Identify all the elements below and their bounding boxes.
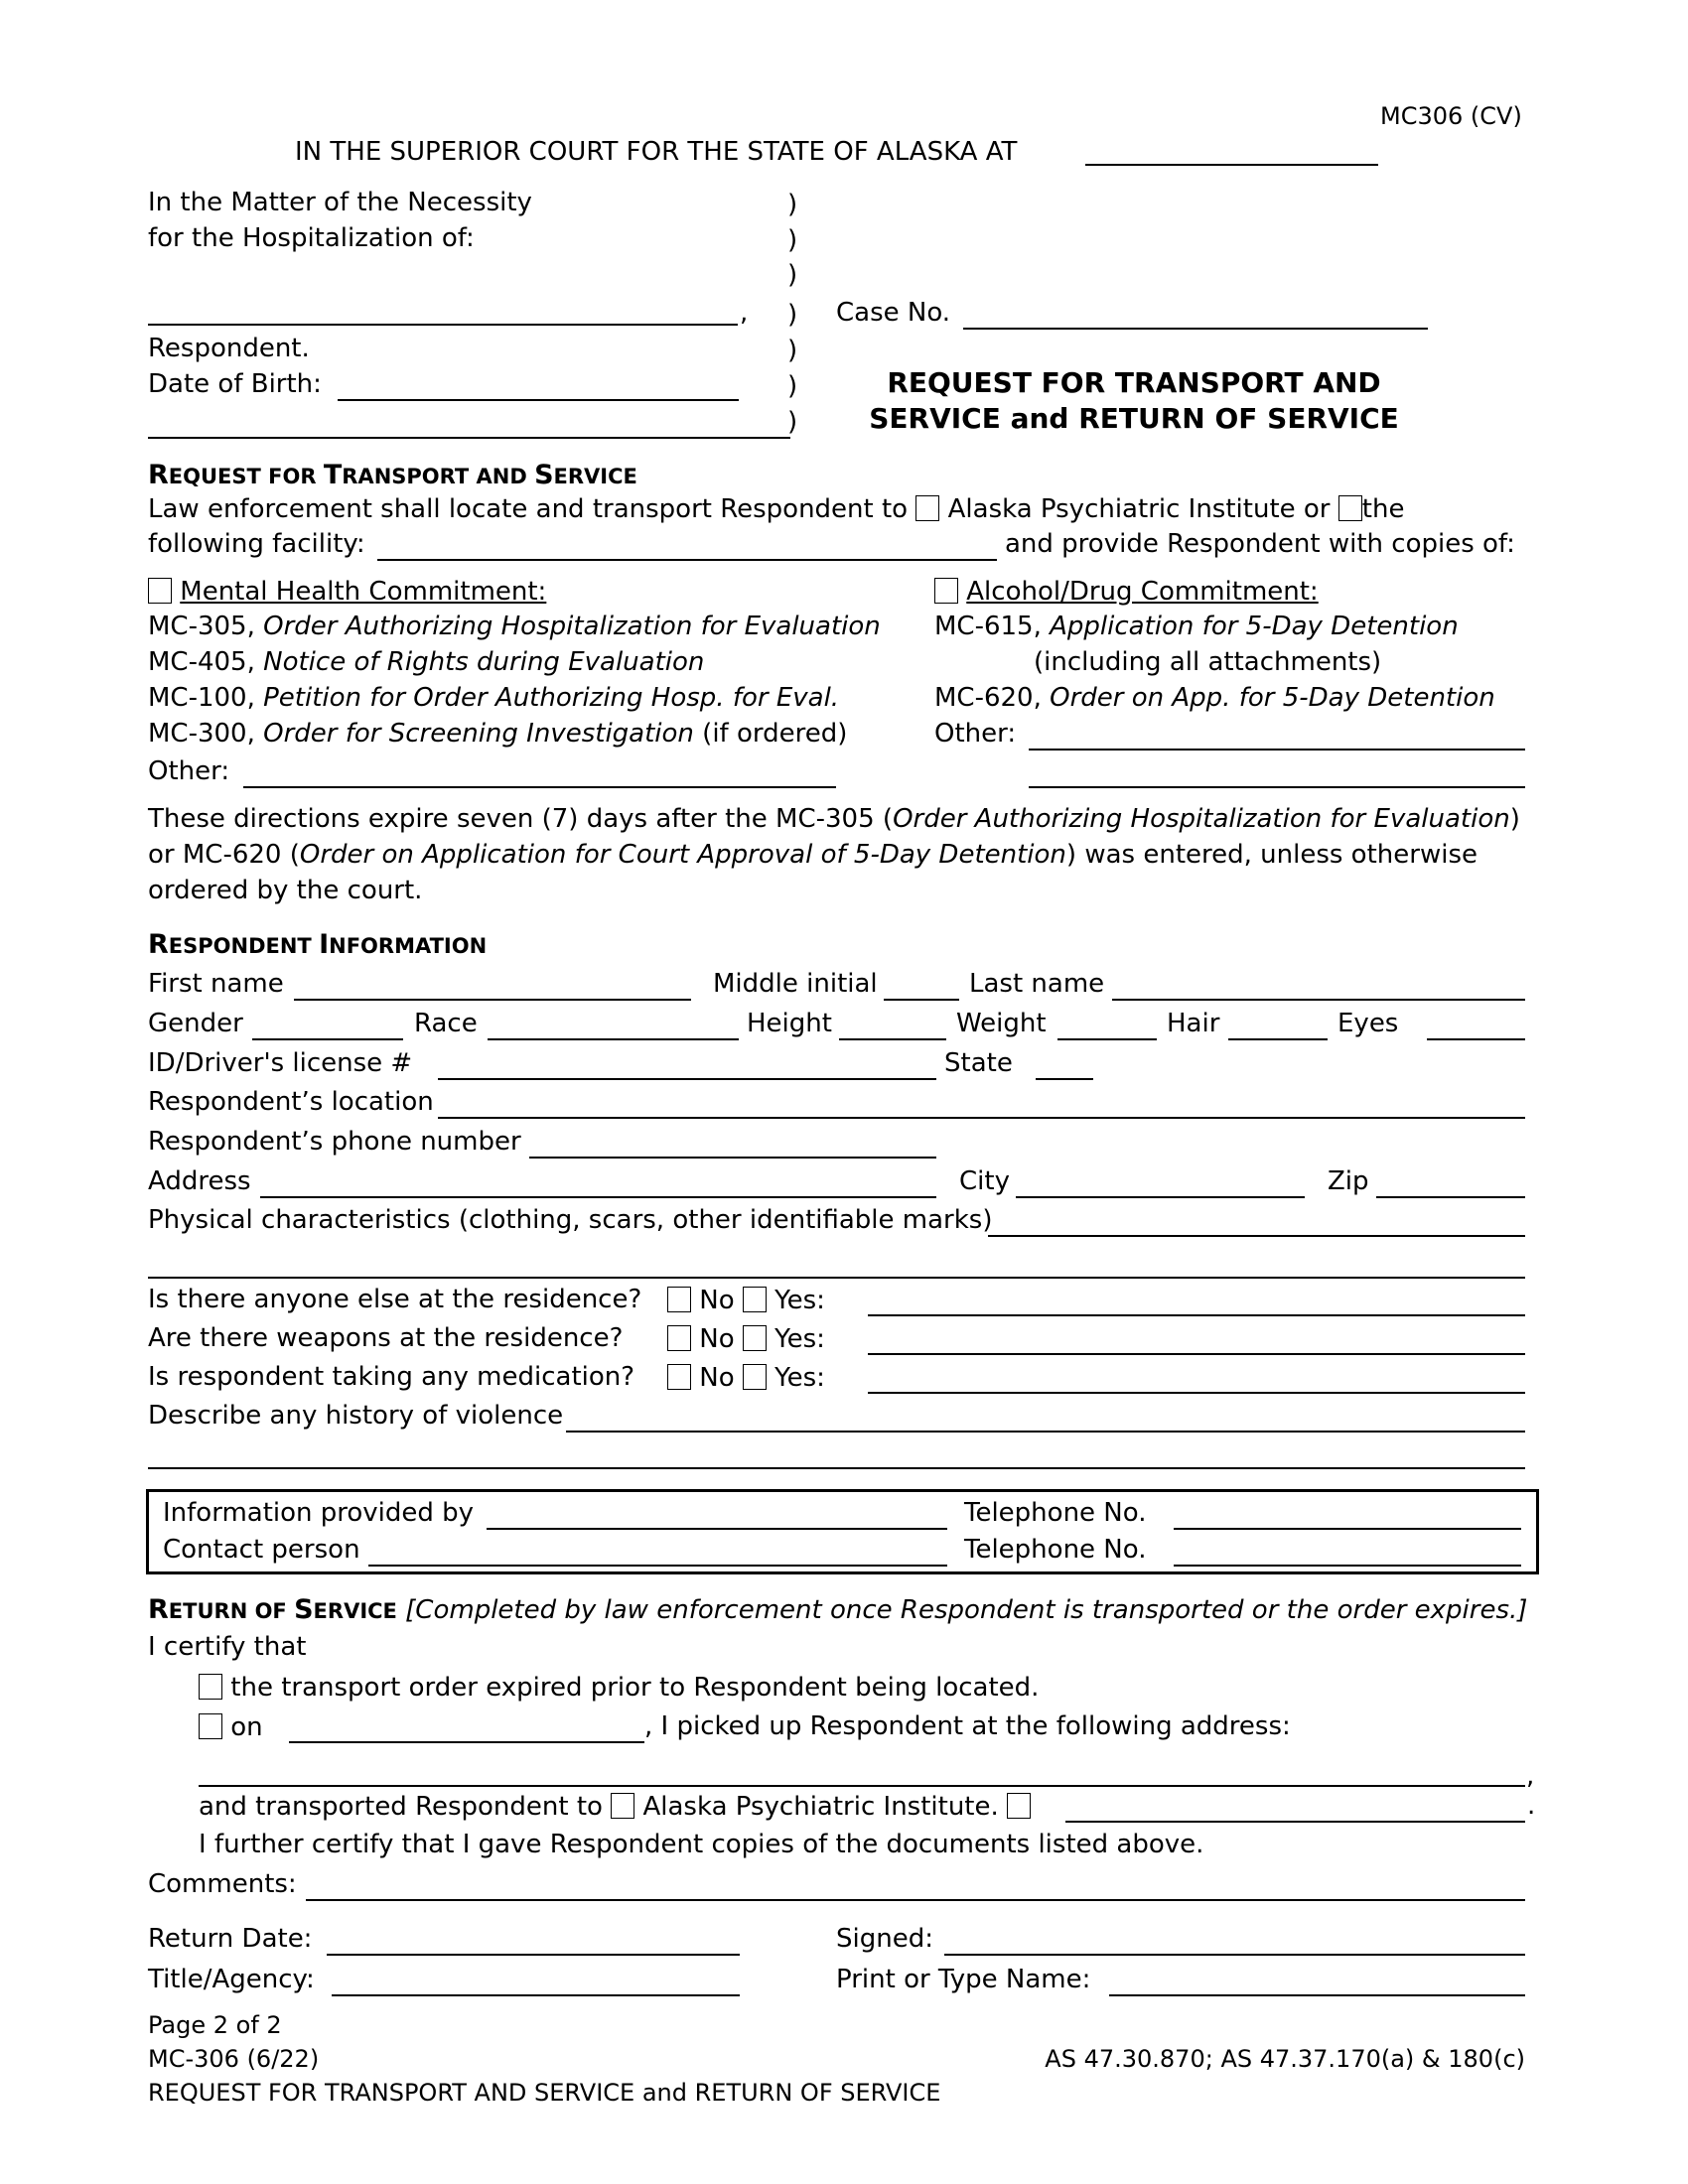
alcohol-drug-other-field-2[interactable] bbox=[1029, 760, 1525, 788]
alcohol-drug-item: MC-620, Order on App. for 5-Day Detention bbox=[934, 683, 1495, 713]
no-label: No bbox=[699, 1324, 735, 1354]
caption-paren: ) bbox=[787, 336, 798, 365]
question-answers bbox=[667, 1325, 825, 1352]
last-name-field[interactable] bbox=[1112, 973, 1525, 1001]
document-title-line2: SERVICE and RETURN OF SERVICE bbox=[869, 402, 1399, 435]
respondent-name-comma: , bbox=[740, 298, 749, 328]
picked-up-option bbox=[199, 1713, 263, 1740]
caption-paren: ) bbox=[787, 225, 798, 255]
caption-paren: ) bbox=[787, 300, 798, 330]
yes-checkbox[interactable] bbox=[743, 1325, 767, 1351]
api-checkbox[interactable] bbox=[915, 495, 939, 521]
yes-details-field[interactable] bbox=[868, 1366, 1525, 1394]
caption-paren: ) bbox=[787, 407, 798, 437]
print-name-field[interactable] bbox=[1109, 1969, 1525, 1996]
contact-person-label: Contact person bbox=[163, 1535, 360, 1565]
hair-field[interactable] bbox=[1228, 1013, 1328, 1040]
statute-reference: AS 47.30.870; AS 47.37.170(a) & 180(c) bbox=[1045, 2045, 1525, 2073]
return-section-heading: RETURN OF SERVICE [Completed by law enforcement once Respondent is transported or the order expires.] bbox=[148, 1594, 1528, 1625]
dob-field[interactable] bbox=[338, 373, 739, 401]
respondent-info-heading: RESPONDENT INFORMATION bbox=[148, 929, 488, 960]
yes-label: Yes: bbox=[774, 1286, 825, 1315]
footer-form-title: REQUEST FOR TRANSPORT AND SERVICE and RETURN OF SERVICE bbox=[148, 2079, 941, 2107]
api-return-checkbox[interactable] bbox=[611, 1793, 634, 1819]
other-facility-return-checkbox[interactable] bbox=[1007, 1793, 1031, 1819]
request-section-heading: REQUEST FOR TRANSPORT AND SERVICE bbox=[148, 460, 637, 490]
facility-label: following facility: bbox=[148, 529, 365, 559]
pickup-address-field[interactable] bbox=[199, 1759, 1525, 1787]
mental-health-header bbox=[148, 578, 546, 605]
yes-label: Yes: bbox=[774, 1363, 825, 1393]
form-code: MC306 (CV) bbox=[1380, 102, 1522, 130]
id-license-field[interactable] bbox=[438, 1052, 936, 1080]
weight-field[interactable] bbox=[1057, 1013, 1157, 1040]
question-text: Is there anyone else at the residence? bbox=[148, 1285, 642, 1314]
mental-health-checkbox[interactable] bbox=[148, 578, 172, 604]
api-return-label: Alaska Psychiatric Institute. bbox=[642, 1792, 999, 1822]
mental-health-item: MC-100, Petition for Order Authorizing Hosp. for Eval. bbox=[148, 683, 840, 713]
print-name-label: Print or Type Name: bbox=[836, 1965, 1091, 1994]
mental-health-item: MC-305, Order Authorizing Hospitalization for Evaluation bbox=[148, 612, 881, 641]
title-agency-label: Title/Agency: bbox=[148, 1965, 315, 1994]
mental-health-heading: Mental Health Commitment: bbox=[180, 577, 547, 607]
yes-checkbox[interactable] bbox=[743, 1364, 767, 1390]
no-label: No bbox=[699, 1286, 735, 1315]
expired-checkbox[interactable] bbox=[199, 1674, 222, 1700]
request-line-1 bbox=[148, 495, 1404, 522]
yes-details-field[interactable] bbox=[868, 1327, 1525, 1355]
first-name-label: First name bbox=[148, 969, 284, 999]
yes-checkbox[interactable] bbox=[743, 1287, 767, 1312]
telephone-field[interactable] bbox=[1174, 1502, 1521, 1530]
page-number: Page 2 of 2 bbox=[148, 2011, 282, 2039]
eyes-field[interactable] bbox=[1427, 1013, 1525, 1040]
mental-health-item: MC-405, Notice of Rights during Evaluation bbox=[148, 647, 705, 677]
no-checkbox[interactable] bbox=[667, 1325, 691, 1351]
transported-period: . bbox=[1527, 1791, 1536, 1821]
id-license-label: ID/Driver's license # bbox=[148, 1048, 413, 1078]
respondent-name-field[interactable] bbox=[148, 298, 738, 326]
matter-line-1: In the Matter of the Necessity bbox=[148, 188, 532, 217]
telephone-label: Telephone No. bbox=[964, 1498, 1147, 1528]
caption-paren: ) bbox=[787, 260, 798, 290]
facility-field[interactable] bbox=[377, 533, 997, 561]
expired-label: the transport order expired prior to Respondent being located. bbox=[230, 1673, 1040, 1703]
return-date-label: Return Date: bbox=[148, 1924, 313, 1954]
no-checkbox[interactable] bbox=[667, 1287, 691, 1312]
telephone-label: Telephone No. bbox=[964, 1535, 1147, 1565]
alcohol-drug-heading: Alcohol/Drug Commitment: bbox=[966, 577, 1319, 607]
document-title-line1: REQUEST FOR TRANSPORT AND bbox=[887, 366, 1381, 399]
picked-up-checkbox[interactable] bbox=[199, 1713, 222, 1739]
location-label: Respondent’s location bbox=[148, 1087, 434, 1117]
mental-health-item: MC-300, Order for Screening Investigation (if ordered) bbox=[148, 719, 848, 749]
gender-field[interactable] bbox=[252, 1013, 403, 1040]
question-answers bbox=[667, 1287, 825, 1313]
form-revision: MC-306 (6/22) bbox=[148, 2045, 320, 2073]
city-label: City bbox=[959, 1166, 1010, 1196]
city-field[interactable] bbox=[1016, 1170, 1305, 1198]
height-field[interactable] bbox=[839, 1013, 946, 1040]
caption-paren: ) bbox=[787, 190, 798, 219]
other-facility-checkbox[interactable] bbox=[1338, 495, 1362, 521]
middle-initial-label: Middle initial bbox=[713, 969, 878, 999]
info-provided-by-field[interactable] bbox=[487, 1502, 947, 1530]
first-name-field[interactable] bbox=[294, 973, 691, 1001]
court-location-field[interactable] bbox=[1085, 142, 1378, 166]
middle-initial-field[interactable] bbox=[884, 973, 959, 1001]
physical-characteristics-field-2[interactable] bbox=[148, 1251, 1525, 1279]
alcohol-drug-item-note: (including all attachments) bbox=[1034, 647, 1382, 677]
case-no-label: Case No. bbox=[836, 298, 951, 328]
respondent-label: Respondent. bbox=[148, 334, 310, 363]
pickup-date-field[interactable] bbox=[289, 1715, 644, 1743]
no-checkbox[interactable] bbox=[667, 1364, 691, 1390]
pickup-address-comma: , bbox=[1526, 1761, 1535, 1791]
last-name-label: Last name bbox=[969, 969, 1105, 999]
other-facility-return-field[interactable] bbox=[1065, 1795, 1525, 1823]
pickup-address-label: , I picked up Respondent at the following address: bbox=[644, 1711, 1291, 1741]
no-label: No bbox=[699, 1363, 735, 1393]
expiration-line-2: or MC-620 (Order on Application for Court Approval of 5-Day Detention) was entered, unless otherwise bbox=[148, 840, 1477, 870]
weight-label: Weight bbox=[956, 1009, 1047, 1038]
mental-health-other-label: Other: bbox=[148, 756, 230, 786]
phone-field[interactable] bbox=[529, 1131, 936, 1159]
caption-bottom-line bbox=[148, 411, 790, 439]
violence-field-2[interactable] bbox=[148, 1441, 1525, 1469]
on-label: on bbox=[230, 1712, 263, 1742]
return-note: [Completed by law enforcement once Respondent is transported or the order expires.] bbox=[405, 1595, 1528, 1625]
zip-label: Zip bbox=[1328, 1166, 1369, 1196]
location-field[interactable] bbox=[438, 1091, 1525, 1119]
copies-label: and provide Respondent with copies of: bbox=[1005, 529, 1515, 559]
telephone-field[interactable] bbox=[1174, 1539, 1521, 1567]
yes-label: Yes: bbox=[774, 1324, 825, 1354]
further-certify-text: I further certify that I gave Respondent copies of the documents listed above. bbox=[199, 1830, 1204, 1859]
height-label: Height bbox=[747, 1009, 832, 1038]
info-provided-by-label: Information provided by bbox=[163, 1498, 475, 1528]
transported-label: and transported Respondent to bbox=[199, 1792, 603, 1822]
caption-paren: ) bbox=[787, 371, 798, 401]
alcohol-drug-item: MC-615, Application for 5-Day Detention bbox=[934, 612, 1459, 641]
certify-label: I certify that bbox=[148, 1632, 307, 1662]
transport-instruction-text: Law enforcement shall locate and transport Respondent to bbox=[148, 494, 909, 524]
alcohol-drug-other-label: Other: bbox=[934, 719, 1017, 749]
question-text: Is respondent taking any medication? bbox=[148, 1362, 635, 1392]
address-field[interactable] bbox=[260, 1170, 936, 1198]
question-row bbox=[148, 1287, 641, 1312]
the-label: the bbox=[1361, 494, 1405, 524]
eyes-label: Eyes bbox=[1337, 1009, 1399, 1038]
state-label: State bbox=[944, 1048, 1013, 1078]
alcohol-drug-other-field[interactable] bbox=[1029, 723, 1525, 751]
yes-details-field[interactable] bbox=[868, 1289, 1525, 1316]
transported-line bbox=[199, 1793, 1031, 1820]
question-answers bbox=[667, 1364, 825, 1391]
expiration-line-3: ordered by the court. bbox=[148, 876, 423, 905]
physical-characteristics-label: Physical characteristics (clothing, scars, other identifiable marks) bbox=[148, 1205, 993, 1235]
race-label: Race bbox=[414, 1009, 478, 1038]
phone-label: Respondent’s phone number bbox=[148, 1127, 521, 1157]
title-agency-field[interactable] bbox=[332, 1969, 740, 1996]
dob-label: Date of Birth: bbox=[148, 369, 322, 399]
expired-option bbox=[199, 1674, 1039, 1701]
court-line bbox=[295, 139, 1017, 165]
matter-line-2: for the Hospitalization of: bbox=[148, 223, 475, 253]
question-text: Are there weapons at the residence? bbox=[148, 1323, 624, 1353]
comments-label: Comments: bbox=[148, 1869, 297, 1899]
state-field[interactable] bbox=[1036, 1052, 1093, 1080]
address-label: Address bbox=[148, 1166, 251, 1196]
question-row bbox=[148, 1325, 623, 1351]
court-line-text: IN THE SUPERIOR COURT FOR THE STATE OF ALASKA AT bbox=[295, 137, 1018, 167]
alcohol-drug-header bbox=[934, 578, 1319, 605]
violence-label: Describe any history of violence bbox=[148, 1401, 564, 1431]
contact-person-field[interactable] bbox=[368, 1539, 947, 1567]
physical-characteristics-field[interactable] bbox=[988, 1209, 1525, 1237]
alcohol-drug-checkbox[interactable] bbox=[934, 578, 958, 604]
expiration-line-1: These directions expire seven (7) days after the MC-305 (Order Authorizing Hospitalization for Evaluation) bbox=[148, 804, 1520, 834]
case-no-field[interactable] bbox=[963, 302, 1428, 330]
zip-field[interactable] bbox=[1376, 1170, 1525, 1198]
hair-label: Hair bbox=[1167, 1009, 1220, 1038]
race-field[interactable] bbox=[488, 1013, 739, 1040]
gender-label: Gender bbox=[148, 1009, 243, 1038]
mental-health-other-field[interactable] bbox=[243, 760, 836, 788]
comments-field[interactable] bbox=[306, 1873, 1525, 1901]
api-label: Alaska Psychiatric Institute or bbox=[947, 494, 1331, 524]
violence-field[interactable] bbox=[566, 1405, 1525, 1433]
question-row bbox=[148, 1364, 634, 1390]
return-date-field[interactable] bbox=[327, 1928, 740, 1956]
signature-field[interactable] bbox=[944, 1928, 1525, 1956]
signed-label: Signed: bbox=[836, 1924, 933, 1954]
